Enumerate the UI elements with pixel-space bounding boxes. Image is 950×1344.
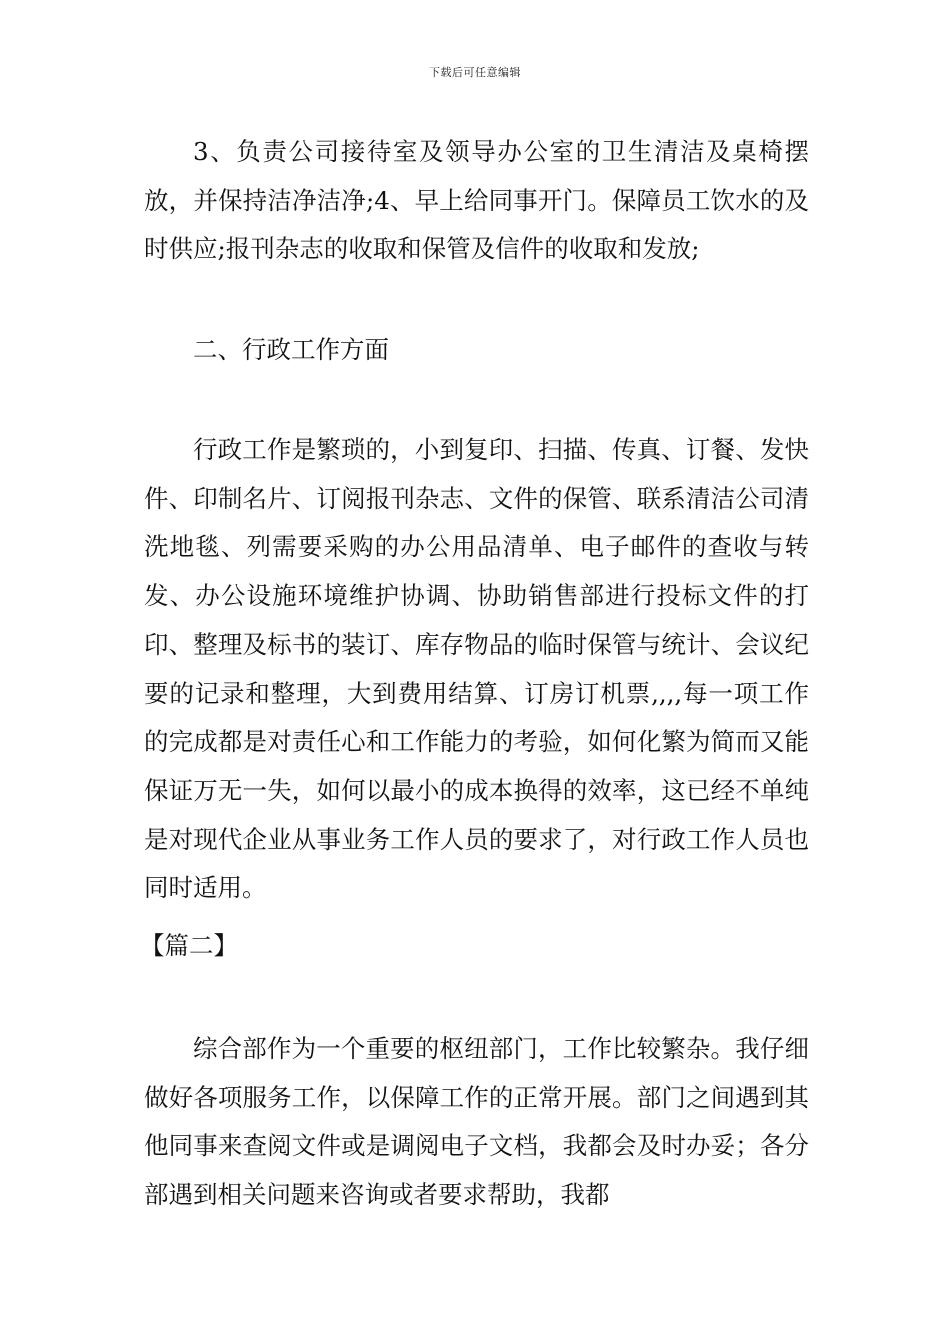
paragraph-admin-work: 行政工作是繁琐的，小到复印、扫描、传真、订餐、发快件、印制名片、订阅报刊杂志、文件的保管、联系清洁公司清洗地毯、列需要采购的办公用品清单、电子邮件的查收与转发、办公设施环境维护协调、协助销售部进行投标文件的打印、整理及标书的装订、库存物品的临时保管与统计、会议纪要的记录和整理，大到费用结算、订房订机票,,,,每一项工作的完成都是对责任心和工作能力的考验，如何化繁为简而又能保证万无一失，如何以最小的成本换得的效率，这已经不单纯是对现代企业从事业务工作人员的要求了，对行政工作人员也同时适用。	[144, 435, 809, 903]
page-header: 下载后可任意编辑	[429, 66, 521, 79]
paragraph-general-dept: 综合部作为一个重要的枢纽部门，工作比较繁杂。我仔细做好各项服务工作，以保障工作的正常开展。部门之间遇到其他同事来查阅文件或是调阅电子文档，我都会及时办妥；各分部遇到相关问题来咨询或者要求帮助，我都	[144, 1034, 809, 1210]
paragraph-duties: 3、负责公司接待室及领导办公室的卫生清洁及桌椅摆放，并保持洁净洁净;4、早上给同事开门。保障员工饮水的及时供应;报刊杂志的收取和保管及信件的收取和发放;	[144, 137, 809, 264]
section-heading-admin: 二、行政工作方面	[193, 335, 389, 364]
section-label-part2: 【篇二】	[140, 931, 238, 960]
